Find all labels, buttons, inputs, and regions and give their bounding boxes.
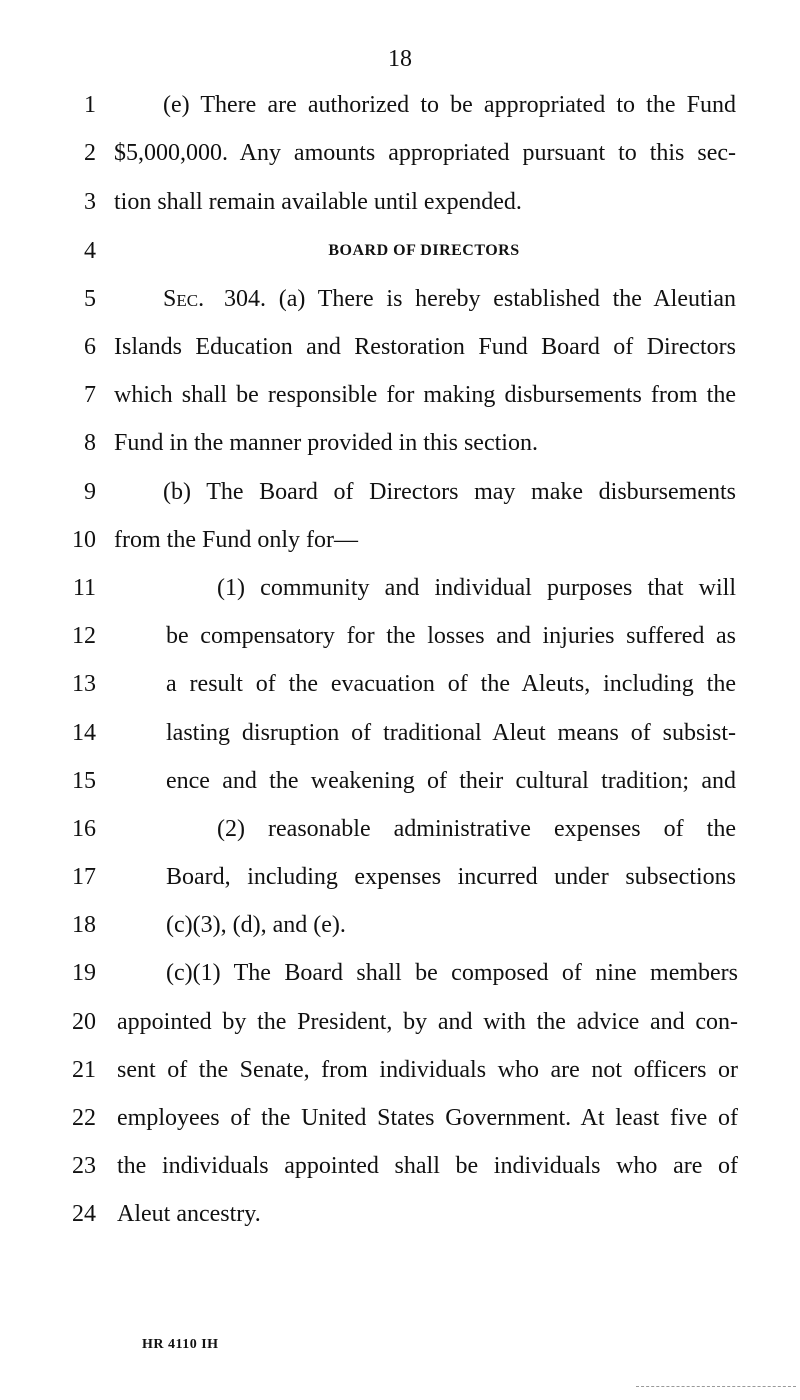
line-number: 14: [72, 720, 96, 746]
text-line: [0, 477, 800, 507]
page-number: 18: [388, 46, 412, 72]
line-number: 7: [84, 382, 96, 408]
text-line: [0, 766, 800, 796]
line-text: tion shall remain available until expended.: [114, 189, 522, 215]
line-text: Islands Education and Restoration Fund Board of Directors: [114, 334, 736, 360]
line-text: lasting disruption of traditional Aleut means of subsist-: [166, 720, 736, 746]
text-line: [0, 1007, 800, 1037]
line-number: 6: [84, 334, 96, 360]
line-number: 11: [72, 575, 96, 601]
bill-identifier: HR 4110 IH: [142, 1337, 219, 1352]
line-number: 9: [84, 479, 96, 505]
line-number: 15: [72, 768, 96, 794]
line-text: a result of the evacuation of the Aleuts, including the: [166, 671, 736, 697]
text-line: [0, 669, 800, 699]
line-text: Aleut ancestry.: [117, 1201, 261, 1227]
line-text: 304. (a) There is hereby established the Aleutian: [224, 286, 736, 312]
line-number: 23: [72, 1153, 96, 1179]
line-number: 17: [72, 864, 96, 890]
text-line: [0, 814, 800, 844]
line-text: (e) There are authorized to be appropriated to the Fund: [163, 92, 736, 118]
text-line: [0, 380, 800, 410]
text-line: [0, 525, 800, 555]
line-number: 24: [72, 1201, 96, 1227]
line-text: (c)(3), (d), and (e).: [166, 912, 346, 938]
section-heading: BOARD OF DIRECTORS: [328, 242, 520, 259]
line-number: 4: [84, 238, 96, 264]
line-number: 3: [84, 189, 96, 215]
text-line: [0, 862, 800, 892]
line-text: employees of the United States Government. At least five of: [117, 1105, 738, 1131]
text-line: [0, 284, 800, 314]
line-number: 21: [72, 1057, 96, 1083]
text-line: [0, 958, 800, 988]
line-text: be compensatory for the losses and injuries suffered as: [166, 623, 736, 649]
line-text: sent of the Senate, from individuals who are not officers or: [117, 1057, 738, 1083]
text-line: [0, 1199, 800, 1229]
line-text: ence and the weakening of their cultural tradition; and: [166, 768, 736, 794]
line-number: 10: [72, 527, 96, 553]
line-number: 22: [72, 1105, 96, 1131]
text-line: [0, 1103, 800, 1133]
line-number: 13: [72, 671, 96, 697]
line-number: 2: [84, 140, 96, 166]
text-line: [0, 573, 800, 603]
line-text: which shall be responsible for making disbursements from the: [114, 382, 736, 408]
line-number: 8: [84, 430, 96, 456]
text-line: [0, 718, 800, 748]
line-text: from the Fund only for—: [114, 527, 358, 553]
line-text: $5,000,000. Any amounts appropriated pursuant to this sec-: [114, 140, 736, 166]
line-text: (c)(1) The Board shall be composed of nine members: [166, 960, 738, 986]
text-line: [0, 90, 800, 120]
line-text: Fund in the manner provided in this section.: [114, 430, 538, 456]
line-text: (1) community and individual purposes that will: [217, 575, 736, 601]
text-line: [0, 1151, 800, 1181]
text-line: [0, 332, 800, 362]
line-text: (2) reasonable administrative expenses of the: [217, 816, 736, 842]
line-number: 19: [72, 960, 96, 986]
text-line: [0, 1055, 800, 1085]
text-line: [0, 187, 800, 217]
line-text: the individuals appointed shall be individuals who are of: [117, 1153, 738, 1179]
bottom-rule: [636, 1386, 796, 1387]
line-number: 12: [72, 623, 96, 649]
text-line: [0, 236, 800, 266]
line-text: (b) The Board of Directors may make disbursements: [163, 479, 736, 505]
line-number: 20: [72, 1009, 96, 1035]
line-text: appointed by the President, by and with the advice and con-: [117, 1009, 738, 1035]
line-number: 16: [72, 816, 96, 842]
line-number: 18: [72, 912, 96, 938]
text-line: [0, 428, 800, 458]
text-line: [0, 621, 800, 651]
line-number: 5: [84, 286, 96, 312]
line-text: Board, including expenses incurred under subsections: [166, 864, 736, 890]
section-label: Sec.: [163, 286, 205, 312]
line-number: 1: [84, 92, 96, 118]
text-line: [0, 138, 800, 168]
text-line: [0, 910, 800, 940]
